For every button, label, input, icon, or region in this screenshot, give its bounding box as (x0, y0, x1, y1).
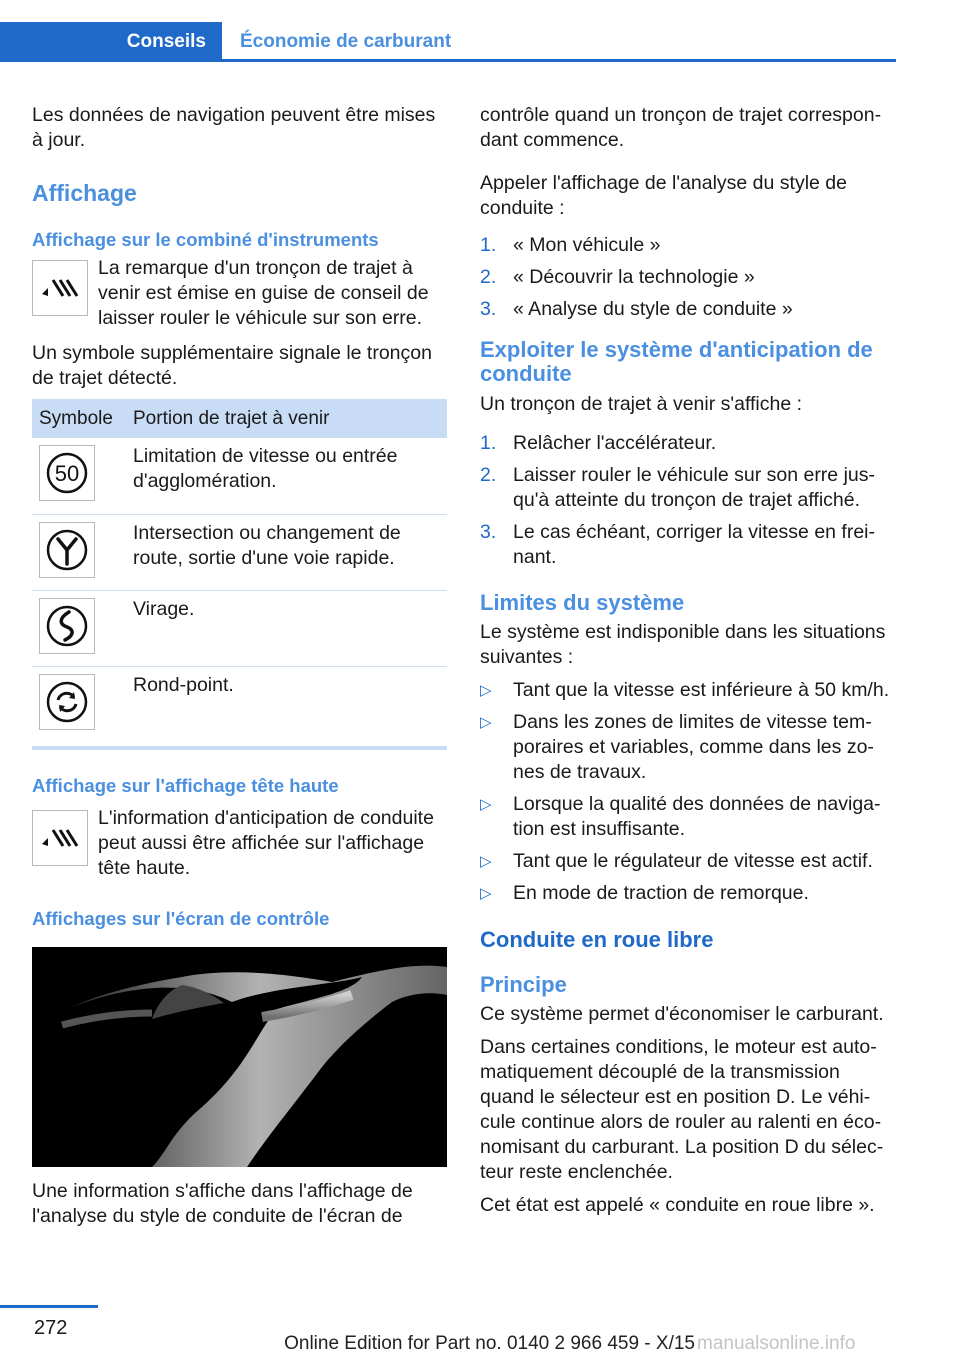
list-item: ▷ Dans les zones de limites de vitesse temporaires et variables, comme dans les zones de travaux. (480, 711, 874, 783)
list-item: ▷ Lorsque la qualité des données de navigation est insuffisante. (480, 793, 881, 840)
exploiter-intro: Un tronçon de trajet à venir s'affiche : (480, 393, 803, 415)
page-number: 272 (34, 1317, 68, 1339)
triangle-bullet-icon: ▷ (480, 714, 492, 731)
control-display-image (32, 947, 447, 1167)
continuation-paragraph: contrôle quand un tronçon de trajet correspondant commence. (480, 104, 882, 151)
roundabout-icon (39, 674, 95, 730)
appeler-paragraph: Appeler l'affichage de l'analyse du style de conduite : (480, 172, 847, 219)
triangle-bullet-icon: ▷ (480, 853, 492, 870)
principe-p3: Cet état est appelé « conduite en roue libre ». (480, 1194, 875, 1216)
table-row (32, 438, 447, 514)
heading-limites: Limites du système (480, 590, 685, 615)
intersection-icon (39, 522, 95, 578)
table-cell-text: Virage. (126, 590, 447, 666)
tete-haute-paragraph (32, 806, 447, 881)
steps-menu-list (480, 233, 895, 322)
coasting-indicator-icon (32, 810, 88, 866)
heading-combine: Affichage sur le combiné d'instruments (32, 229, 379, 250)
list-item: 3. Le cas échéant, corriger la vitesse en freinant. (480, 521, 876, 568)
table-row (32, 514, 447, 590)
heading-affichage: Affichage (32, 180, 137, 206)
list-item: 1. « Mon véhicule » (480, 234, 661, 256)
site-watermark: manualsonline.info (697, 1333, 856, 1354)
ecran-text: Une information s'affiche dans l'affichage de l'analyse du style de conduite de l'écran de (32, 1180, 413, 1227)
list-item: 1. Relâcher l'accélérateur. (480, 432, 717, 454)
heading-tete-haute: Affichage sur l'affichage tête haute (32, 775, 339, 796)
heading-ecran: Affichages sur l'écran de contrôle (32, 908, 330, 929)
list-item: ▷ Tant que la vitesse est inférieure à 50 km/h. (480, 679, 890, 701)
heading-exploiter: Exploiter le système d'anticipation de conduite (480, 337, 873, 386)
combine-text: La remarque d'un tronçon de trajet à venir est émise en guise de conseil de laisser rouler le véhicule sur son erre. (98, 257, 429, 329)
principe-p2: Dans certaines conditions, le moteur est automatiquement découplé de la transmission quand le sélecteur est en position D. Le véhicule continue alors de rouler au ralenti en économisant du carburant. La position D du sélecteur reste enclenchée. (480, 1036, 884, 1183)
list-item: 2. Laisser rouler le véhicule sur son erre jusqu'à atteinte du tronçon de trajet affiché. (480, 464, 875, 511)
curve-icon (39, 598, 95, 654)
limites-intro: Le système est indisponible dans les situations suivantes : (480, 621, 886, 668)
combine-paragraph (32, 256, 447, 331)
limites-list (480, 678, 895, 906)
list-item: ▷ Tant que le régulateur de vitesse est actif. (480, 850, 873, 872)
table-header-portion: Portion de trajet à venir (126, 399, 447, 438)
intro-paragraph: Les données de navigation peuvent être mises à jour. (32, 104, 436, 151)
table-cell-text: Limitation de vitesse ou entrée d'agglomération. (126, 438, 447, 514)
table-header-symbol: Symbole (32, 399, 126, 438)
list-item: ▷ En mode de traction de remorque. (480, 882, 809, 904)
table-cell-text: Rond-point. (126, 666, 447, 748)
list-item: 2. « Découvrir la technologie » (480, 266, 755, 288)
symbol-table (32, 399, 447, 750)
left-column (32, 103, 447, 1239)
triangle-bullet-icon: ▷ (480, 682, 492, 699)
table-cell-text: Intersection ou changement de route, sortie d'une voie rapide. (126, 514, 447, 590)
coasting-indicator-icon (32, 260, 88, 316)
triangle-bullet-icon: ▷ (480, 796, 492, 813)
speed-limit-value: 50 (54, 461, 80, 486)
principe-p1: Ce système permet d'économiser le carburant. (480, 1003, 884, 1025)
table-header-row (32, 399, 447, 438)
right-column (480, 103, 895, 1228)
steps-exploiter-list (480, 431, 895, 570)
footer-rule (0, 1305, 98, 1308)
edition-info: Online Edition for Part no. 0140 2 966 459 - X/15 (284, 1333, 695, 1354)
symbol-intro: Un symbole supplémentaire signale le tronçon de trajet détecté. (32, 342, 432, 389)
heading-roue-libre: Conduite en roue libre (480, 927, 714, 952)
section-title[interactable]: Économie de carburant (240, 31, 452, 52)
speed-limit-50-icon (39, 445, 95, 501)
triangle-bullet-icon: ▷ (480, 885, 492, 902)
heading-principe: Principe (480, 972, 567, 997)
chapter-tab[interactable]: Conseils (0, 22, 222, 62)
table-row (32, 590, 447, 666)
table-row (32, 666, 447, 748)
tete-haute-text: L'information d'anticipation de conduite peut aussi être affichée sur l'affichage tête haute. (98, 807, 434, 879)
page-header (0, 22, 896, 62)
list-item: 3. « Analyse du style de conduite » (480, 298, 793, 320)
